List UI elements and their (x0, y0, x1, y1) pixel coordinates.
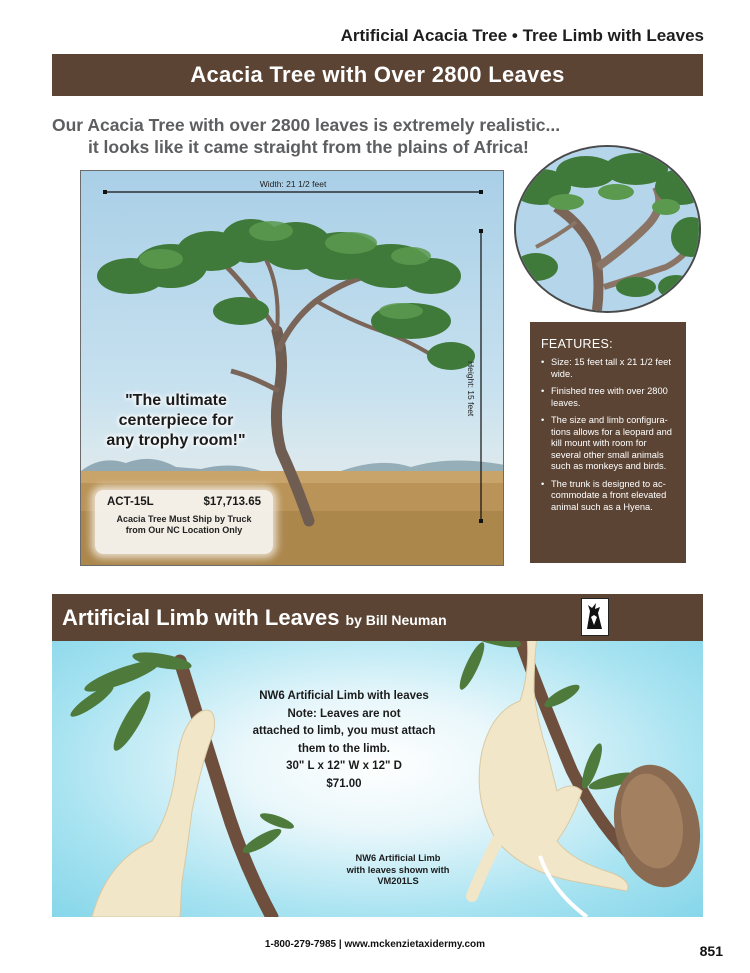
limb-info (241, 688, 447, 793)
width-dimension-label: Width: 21 1/2 feet (259, 179, 327, 189)
feature-item: • Size: 15 feet tall x 21 1/2 feet wide. (541, 357, 674, 380)
tree-detail-photo (514, 145, 701, 313)
tree-detail-illustration (516, 147, 701, 313)
quote-line-3: any trophy room!" (106, 432, 246, 449)
bull-logo-icon (581, 598, 609, 636)
shipping-note-line-2: from Our NC Location Only (125, 525, 243, 535)
feature-item: • The size and limb configura- tions allows for a leopard and kill mount with room for several other small animals such as monkeys and birds. (541, 415, 674, 473)
limb-price: $71.00 (326, 777, 362, 790)
footer-contact: 1-800-279-7985 | www.mckenzietaxidermy.com (264, 939, 486, 950)
limb-info-line: them to the limb. (298, 742, 390, 755)
limb-banner-author: by Bill Neuman (345, 612, 447, 628)
features-heading: FEATURES: (541, 337, 613, 351)
limb-info-line: NW6 Artificial Limb with leaves (259, 690, 429, 702)
acacia-banner-title: Acacia Tree with Over 2800 Leaves (190, 62, 565, 87)
caption-line: VM201LS (377, 876, 419, 886)
feature-item: • Finished tree with over 2800 leaves. (541, 386, 674, 409)
limb-photo-caption (338, 853, 458, 888)
limb-banner-title: Artificial Limb with Leaves (62, 604, 340, 630)
quote-line-2: centerpiece for (118, 412, 234, 429)
limb-info-line: 30" L x 12" W x 12" D (286, 760, 402, 772)
caption-line: NW6 Artificial Limb (355, 853, 441, 863)
acacia-price: $17,713.65 (203, 496, 261, 508)
limb-banner (52, 594, 703, 641)
shipping-note (103, 514, 265, 536)
acacia-intro (52, 114, 562, 158)
limb-info-line: attached to limb, you must attach (252, 725, 436, 737)
page-number: 851 (699, 943, 723, 959)
limb-scene (52, 641, 703, 917)
caption-line: with leaves shown with (346, 864, 450, 875)
acacia-sku: ACT-15L (107, 496, 154, 508)
quote-line-1: "The ultimate (125, 392, 227, 409)
acacia-price-box (95, 490, 273, 554)
intro-line-2: it looks like it came straight from the plains of Africa! (88, 137, 529, 157)
features-list (541, 357, 674, 513)
shipping-note-line-1: Acacia Tree Must Ship by Truck (116, 514, 252, 524)
acacia-tree-photo (80, 170, 504, 566)
page-section-title: Artificial Acacia Tree • Tree Limb with Leaves (340, 26, 704, 45)
features-panel (530, 322, 686, 563)
height-dimension-label: Height: 15 feet (466, 361, 476, 417)
feature-item: • The trunk is designed to ac- commodate a front elevated animal such as a Hyena. (541, 479, 674, 514)
intro-line-1: Our Acacia Tree with over 2800 leaves is extremely realistic... (52, 115, 561, 135)
acacia-banner (52, 54, 703, 96)
acacia-quote (91, 391, 261, 451)
limb-info-line: Note: Leaves are not (287, 707, 401, 720)
